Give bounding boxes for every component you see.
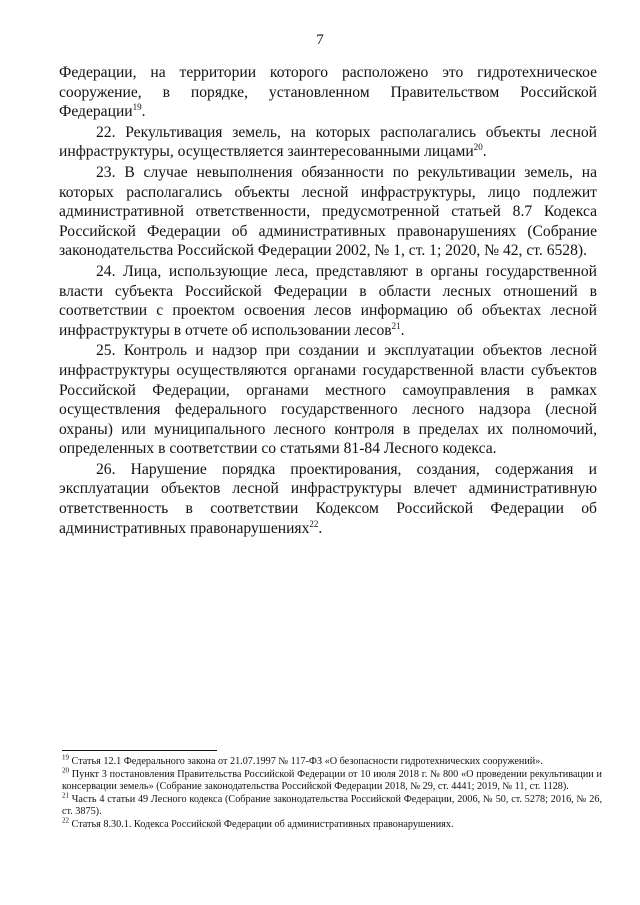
footnote-number: 22 bbox=[62, 816, 69, 825]
paragraph-22 bbox=[59, 123, 597, 162]
paragraph-continuation bbox=[59, 63, 597, 122]
footnote-text: Статья 8.30.1. Кодекса Российской Федерации об административных правонарушениях. bbox=[71, 818, 454, 830]
paragraph-tail: . bbox=[482, 143, 487, 161]
footnote-21 bbox=[62, 791, 602, 819]
footnote-number: 19 bbox=[62, 753, 69, 762]
footnote-number: 20 bbox=[62, 766, 69, 775]
paragraph-23 bbox=[59, 163, 597, 261]
paragraph-25 bbox=[59, 341, 597, 459]
paragraph-text: 22. Рекультивация земель, на которых располагались объекты лесной инфраструктуры, осуществляется заинтересованными лицами bbox=[59, 123, 597, 161]
paragraph-text: 23. В случае невыполнения обязанности по рекультивации земель, на которых располагались объекты лесной инфраструктуры, лицо подлежит административной ответственности, предусмотренной статьей 8.7 Кодекса Российской Федерации об административных правонарушениях (Собрание законодательства Российской Федерации 2002, № 1, ст. 1; 2020, № 42, ст. 6528). bbox=[59, 163, 597, 260]
footnote-20 bbox=[62, 766, 602, 794]
paragraph-tail: . bbox=[141, 103, 146, 121]
page-number: 7 bbox=[316, 32, 324, 48]
paragraph-26 bbox=[59, 460, 597, 538]
paragraph-text: 26. Нарушение порядка проектирования, создания, содержания и эксплуатации объектов лесной инфраструктуры влечет административную ответственность в соответствии Кодексом Российской Федерации об административных правонарушениях bbox=[59, 460, 597, 537]
footnotes bbox=[62, 753, 602, 832]
paragraph-text: 24. Лица, использующие леса, представляют в органы государственной власти субъекта Российской Федерации в области лесных отношений в соответствии с проектом освоения лесов информацию об объектах лесной инфраструктуры в отчете об использовании лесов bbox=[59, 262, 597, 339]
paragraph-24 bbox=[59, 262, 597, 340]
paragraph-text: 25. Контроль и надзор при создании и эксплуатации объектов лесной инфраструктуры осуществляются органами государственной власти субъектов Российской Федерации, органами местного самоуправления в рамках осуществления федерального государственного лесного надзора (лесной охраны) или муниципального лесного контроля в пределах их полномочий, определенных в соответствии со статьями 81-84 Лесного кодекса. bbox=[59, 342, 597, 458]
footnote-ref: 21 bbox=[391, 320, 401, 331]
footnote-ref: 22 bbox=[309, 518, 319, 529]
footnote-text: Статья 12.1 Федерального закона от 21.07.1997 № 117-ФЗ «О безопасности гидротехнических сооружений». bbox=[71, 756, 543, 767]
footnote-ref: 19 bbox=[132, 102, 142, 112]
paragraph-text: Федерации, на территории которого расположено это гидротехническое сооружение, в порядке, установленном Правительством Российской Федерации bbox=[59, 64, 597, 121]
paragraph-tail: . bbox=[400, 321, 405, 339]
paragraph-tail: . bbox=[318, 519, 323, 537]
footnote-text: Часть 4 статьи 49 Лесного кодекса (Собрание законодательства Российской Федерации, 2006, № 50, ст. 5278; 2016, № 26, ст. 3875). bbox=[62, 793, 602, 818]
body-text bbox=[59, 63, 597, 539]
footnote-text: Пункт 3 постановления Правительства Российской Федерации от 10 июля 2018 г. № 800 «О проведении рекультивации и консервации земель» (Собрание законодательства Российской Федерации 2018, № 29, ст. 4441; 2019, № 11, ст. 1128). bbox=[62, 768, 602, 793]
footnote-19 bbox=[62, 753, 602, 769]
footnote-number: 21 bbox=[62, 791, 69, 800]
footnote-divider bbox=[62, 750, 217, 751]
footnote-ref: 20 bbox=[473, 142, 483, 153]
footnote-22 bbox=[62, 816, 602, 832]
